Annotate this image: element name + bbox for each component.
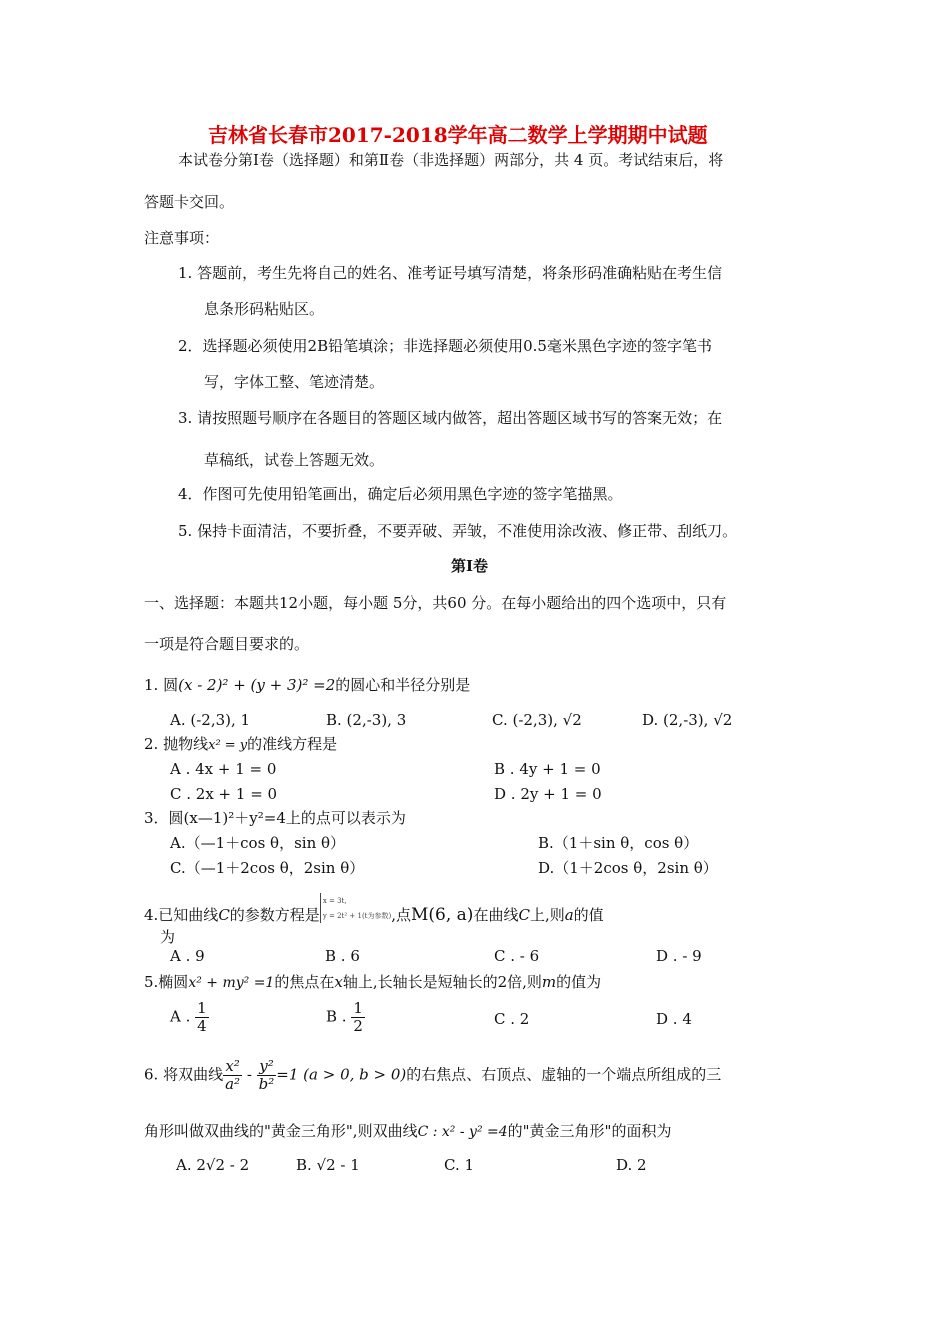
stem-text: 的右焦点、右顶点、虚轴的一个端点所组成的三 <box>406 1065 722 1084</box>
fraction-numerator: 1 <box>353 999 363 1017</box>
notice-heading: 注意事项： <box>144 229 220 247</box>
q5-option-d <box>656 1012 692 1027</box>
q2-option-b: B . 4y + 1 = 0 <box>494 760 601 778</box>
q2-option-c: C . 2x + 1 = 0 <box>170 785 278 803</box>
formula: (x - 2)² + (y + 3)² =2 <box>178 676 336 694</box>
stem-text: 的焦点在 <box>274 973 335 991</box>
option-label: B . <box>326 1007 352 1026</box>
stem-text: 的"黄金三角形"的面积为 <box>507 1122 672 1140</box>
stem-text: 的值为 <box>556 973 602 991</box>
section-heading: 第Ⅰ卷 <box>451 557 489 575</box>
option-label: D . <box>656 1010 683 1028</box>
point-label: M(6, a) <box>411 905 474 925</box>
fraction-numerator: y² <box>257 1058 277 1076</box>
notice-item-2-cont: 写，字体工整、笔迹清楚。 <box>204 373 385 391</box>
q6-option-a: A. 2√2 - 2 <box>176 1156 250 1174</box>
curve-variable: C <box>218 906 230 924</box>
stem-text: 的准线方程是 <box>247 735 338 753</box>
param-eq-2: y = 2t² + 1 <box>322 912 362 920</box>
part-instructions-1: 一、选择题：本题共12小题，每小题 5分，共60 分。在每小题给出的四个选项中，只有 <box>144 594 727 612</box>
q5-option-b <box>326 1000 365 1034</box>
notice-item-3: 3. 请按照题号顺序在各题目的答题区域内做答，超出答题区域书写的答案无效；在 <box>178 409 723 427</box>
intro-line-2: 答题卡交回。 <box>144 193 235 211</box>
option-label: A . <box>170 1007 196 1026</box>
stem-text: 上,则 <box>529 906 565 924</box>
stem-text: 5.椭圆 <box>144 973 189 991</box>
stem-text: 抛物线 <box>163 735 209 753</box>
question-number: 2. <box>144 735 164 753</box>
stem-text: 的参数方程是 <box>229 906 320 924</box>
stem-text: 在曲线 <box>473 906 519 924</box>
notice-item-3-cont: 草稿纸，试卷上答题无效。 <box>204 451 385 469</box>
option-value: 4 <box>682 1010 692 1028</box>
param-note: (t为参数) <box>361 912 392 920</box>
question-4-stem <box>144 893 604 924</box>
variable-m: m <box>541 973 557 991</box>
q1-option-b: B. (2,-3), 3 <box>326 711 407 729</box>
stem-text: ,点 <box>391 906 411 924</box>
notice-item-4: 4．作图可先使用铅笔画出，确定后必须用黑色字迹的签字笔描黑。 <box>178 485 623 503</box>
intro-line-1: 本试卷分第Ⅰ卷（选择题）和第Ⅱ卷（非选择题）两部分，共 4 页。考试结束后，将 <box>178 151 724 169</box>
fraction-numerator: 1 <box>197 999 207 1017</box>
option-label: C . <box>494 1010 520 1028</box>
q6-option-d: D. 2 <box>616 1156 647 1174</box>
q1-option-c: C. (-2,3), √2 <box>492 711 582 729</box>
variable-a: a <box>564 906 574 924</box>
question-6-stem: 6. 将双曲线 $\frac{\text{x²}}{\text{a²}}$ - $\frac{\text{y²}}{\text{b²}}$ =1 (a > 0, b > 0)的右焦点、右顶点、虚轴的一个端点所组成的三 <box>144 1057 722 1093</box>
part-instructions-2: 一项是符合题目要求的。 <box>144 635 310 653</box>
q6-option-c: C. 1 <box>444 1156 475 1174</box>
q3-option-b: B.（1＋sin θ，cos θ） <box>538 834 699 852</box>
question-4-stem-cont: 为 <box>160 928 176 946</box>
param-eq-1: x = 3t, <box>322 897 347 905</box>
q4-option-a: A . 9 <box>170 947 205 965</box>
fraction-denominator: b² <box>258 1074 275 1093</box>
question-3-stem: 3．圆(x—1)²＋y²=4上的点可以表示为 <box>144 809 406 827</box>
question-1-stem <box>144 678 470 693</box>
formula: C : x² - y² =4 <box>417 1124 508 1140</box>
stem-text: 的值 <box>573 906 604 924</box>
curve-variable: C <box>518 906 530 924</box>
q4-option-d: D . - 9 <box>656 947 702 965</box>
question-5-stem <box>144 975 601 990</box>
question-2-stem <box>144 737 337 752</box>
option-value: 2 <box>519 1010 530 1028</box>
stem-text: 轴上,长轴长是短轴长的2倍,则 <box>342 973 542 991</box>
notice-item-5: 5. 保持卡面清洁，不要折叠，不要弄破、弄皱，不准使用涂改液、修正带、刮纸刀。 <box>178 522 738 540</box>
q6-option-b: B. √2 - 1 <box>296 1156 360 1174</box>
q3-option-c: C.（—1＋2cos θ，2sin θ） <box>170 859 365 877</box>
formula: x² = y <box>208 738 248 753</box>
variable-x: x <box>334 973 343 991</box>
fraction-denominator: 2 <box>353 1016 363 1035</box>
q3-option-a: A.（—1＋cos θ，sin θ） <box>170 834 346 852</box>
notice-item-1-cont: 息条形码粘贴区。 <box>204 300 325 318</box>
fraction-denominator: a² <box>225 1074 241 1093</box>
stem-text: 的圆心和半径分别是 <box>335 676 471 694</box>
question-6-stem-cont <box>144 1124 671 1139</box>
condition: =1 (a > 0, b > 0) <box>276 1065 407 1084</box>
formula: x² + my² =1 <box>188 975 275 991</box>
fraction-denominator: 4 <box>197 1016 207 1035</box>
fraction-numerator: x² <box>223 1058 242 1076</box>
stem-text: 圆 <box>163 676 179 694</box>
notice-item-2: 2．选择题必须使用2B铅笔填涂；非选择题必须使用0.5毫米黑色字迹的签字笔书 <box>178 337 712 355</box>
q2-option-a: A . 4x + 1 = 0 <box>170 760 277 778</box>
question-number: 1. <box>144 676 164 694</box>
stem-text: 4.已知曲线 <box>144 906 219 924</box>
q4-option-c: C . - 6 <box>494 947 540 965</box>
q5-option-c <box>494 1012 529 1027</box>
q1-option-d: D. (2,-3), √2 <box>642 711 733 729</box>
q3-option-d: D.（1＋2cos θ，2sin θ） <box>538 859 718 877</box>
stem-text: 角形叫做双曲线的"黄金三角形",则双曲线 <box>144 1122 418 1140</box>
parametric-equation <box>320 893 362 923</box>
page-title: 吉林省长春市2017-2018学年高二数学上学期期中试题 <box>208 123 708 147</box>
q1-option-a: A. (-2,3), 1 <box>170 711 251 729</box>
q5-option-a <box>170 1000 209 1034</box>
stem-text: 6. 将双曲线 <box>144 1065 224 1084</box>
q4-option-b: B . 6 <box>325 947 360 965</box>
notice-item-1: 1. 答题前，考生先将自己的姓名、准考证号填写清楚，将条形码准确粘贴在考生信 <box>178 264 723 282</box>
q2-option-d: D . 2y + 1 = 0 <box>494 785 602 803</box>
